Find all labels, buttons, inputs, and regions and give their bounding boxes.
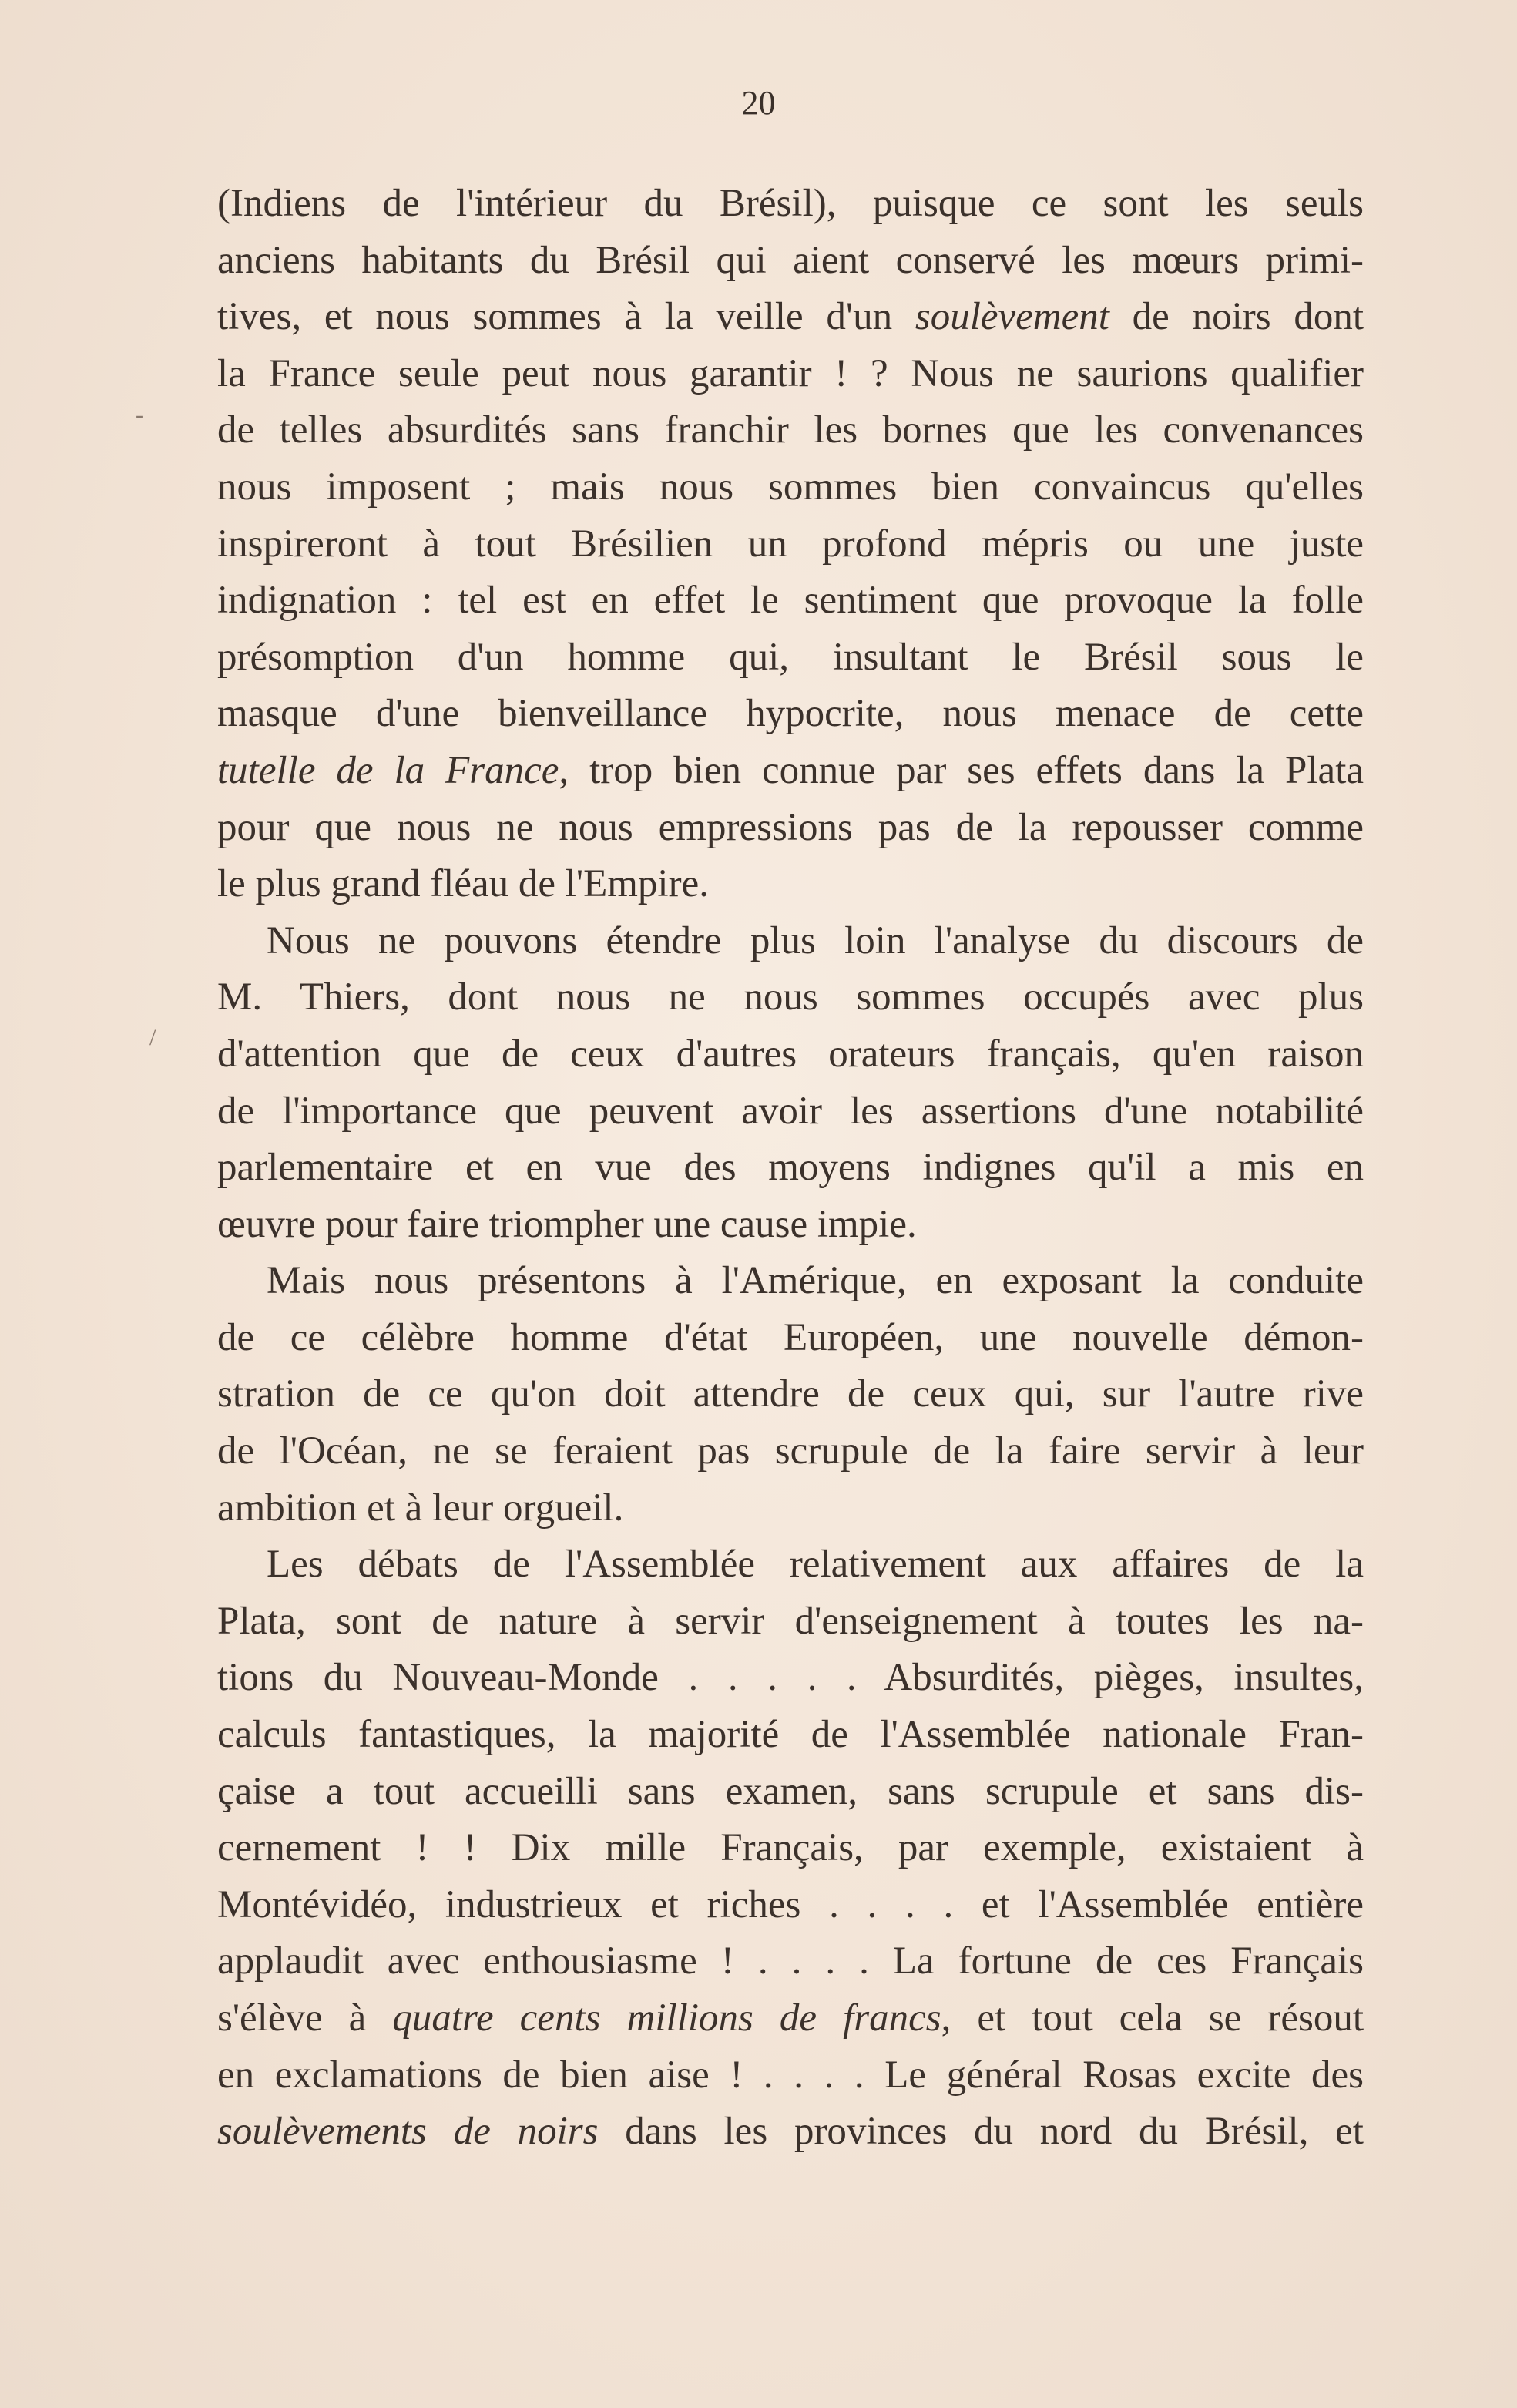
text-line: Mais nous présentons à l'Amérique, en exposant la conduite [267,1259,1364,1303]
text-line: M. Thiers, dont nous ne nous sommes occupés avec plus [217,976,1364,1019]
margin-mark: / [149,1025,156,1050]
text-line: masque d'une bienveillance hypocrite, nous menace de cette [217,692,1364,736]
text-line: de l'importance que peuvent avoir les assertions d'une notabilité [217,1089,1364,1133]
text-run: s'élève à [217,1997,393,2040]
text-line: tions du Nouveau-Monde . . . . . Absurdités, pièges, insultes, [217,1656,1364,1700]
italic-run: soulèvements de noirs [217,2110,599,2154]
text-line: Les débats de l'Assemblée relativement aux affaires de la [267,1543,1364,1587]
text-line: stration de ce qu'on doit attendre de ceux qui, sur l'autre rive [217,1372,1364,1416]
text-line: pour que nous ne nous empressions pas de la repousser comme [217,805,1364,849]
text-line: çaise a tout accueilli sans examen, sans scrupule et sans dis- [217,1769,1364,1813]
italic-run: quatre cents millions de francs [392,1997,941,2040]
text-line: cernement ! ! Dix mille Français, par exemple, existaient à [217,1826,1364,1870]
text-run: tives, et nous sommes à la veille d'un [217,295,915,339]
text-line: de ce célèbre homme d'état Européen, une nouvelle démon- [217,1315,1364,1359]
margin-mark: - [136,402,143,428]
text-line: parlementaire et en vue des moyens indignes qu'il a mis en [217,1146,1364,1190]
text-line: Nous ne pouvons étendre plus loin l'analyse du discours de [267,919,1364,962]
text-line: applaudit avec enthousiasme ! . . . . La fortune de ces Français [217,1939,1364,1983]
italic-run: tutelle de la France [217,748,559,792]
paragraph-4 [217,1536,1364,2161]
text-line [217,743,1364,800]
text-line: de telles absurdités sans franchir les bornes que les convenances [217,408,1364,452]
text-run: dans les provinces du nord du Brésil, et [598,2110,1364,2154]
paragraph-3 [217,1253,1364,1536]
text-line: ambition et à leur orgueil. [217,1486,624,1530]
text-line: nous imposent ; mais nous sommes bien convaincus qu'elles [217,465,1364,509]
page-number: 20 [741,84,776,122]
text-line: en exclamations de bien aise ! . . . . Le général Rosas excite des [217,2053,1364,2097]
text-line [217,289,1364,346]
text-run: , trop bien connue par ses effets dans la Plata [559,748,1364,792]
text-line: la France seule peut nous garantir ! ? Nous ne saurions qualifier [217,351,1364,395]
text-line: présomption d'un homme qui, insultant le Brésil sous le [217,635,1364,679]
text-line [217,2104,1364,2161]
body-text [217,176,1364,2161]
text-line: d'attention que de ceux d'autres orateurs français, qu'en raison [217,1032,1364,1076]
text-run: , et tout cela se résout [941,1997,1364,2040]
text-line: le plus grand fléau de l'Empire. [217,862,709,906]
text-line: œuvre pour faire triompher une cause impie. [217,1202,917,1246]
text-line: Montévidéo, industrieux et riches . . . . et l'Assemblée entière [217,1882,1364,1926]
text-line: (Indiens de l'intérieur du Brésil), puisque ce sont les seuls [217,182,1364,225]
text-line: anciens habitants du Brésil qui aient conservé les mœurs primi- [217,238,1364,282]
text-run: de noirs dont [1109,295,1364,339]
italic-run: soulèvement [915,295,1109,339]
text-line: calculs fantastiques, la majorité de l'Assemblée nationale Fran- [217,1713,1364,1757]
text-line: Plata, sont de nature à servir d'enseignement à toutes les na- [217,1599,1364,1643]
text-line [217,1990,1364,2047]
paragraph-1 [217,176,1364,913]
paragraph-2 [217,913,1364,1254]
text-line: indignation : tel est en effet le sentiment que provoque la folle [217,579,1364,623]
text-line: inspireront à tout Brésilien un profond mépris ou une juste [217,522,1364,566]
text-line: de l'Océan, ne se feraient pas scrupule de la faire servir à leur [217,1429,1364,1473]
